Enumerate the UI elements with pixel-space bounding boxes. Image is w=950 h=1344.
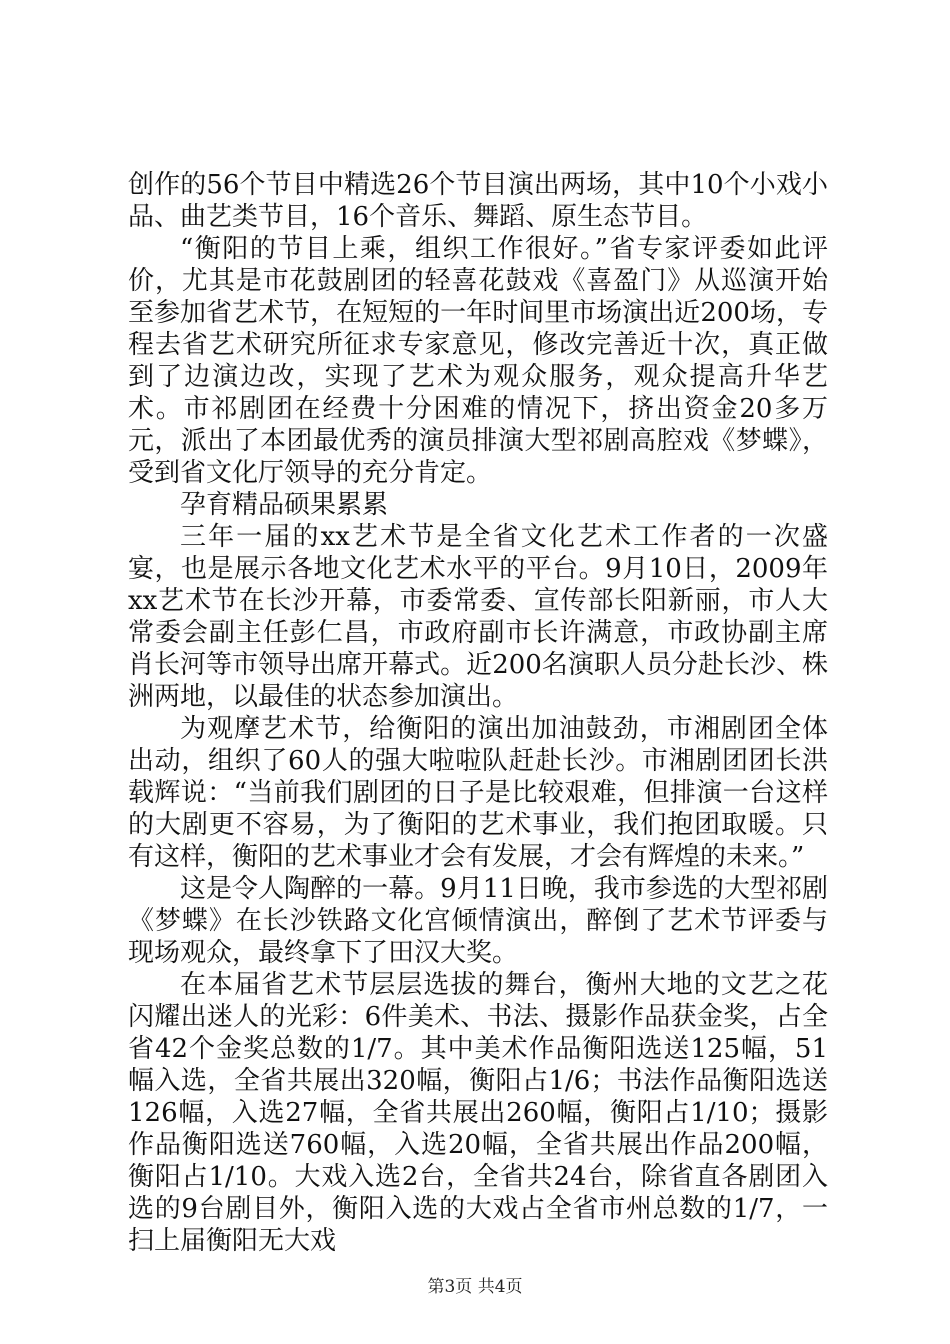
paragraph-6: 在本届省艺术节层层选拔的舞台，衡州大地的文艺之花闪耀出迷人的光彩：6件美术、书法、摄影作品获金奖，占全省42个金奖总数的1/7。其中美术作品衡阳选送125幅，51幅入选，全省共展出320幅，衡阳占1/6；书法作品衡阳选送126幅，入选27幅，全省共展出260幅，衡阳占1/10；摄影作品衡阳选送760幅，入选20幅，全省共展出作品200幅，衡阳占1/10。大戏入选2台，全省共24台，除省直各剧团入选的9台剧目外，衡阳入选的大戏占全省市州总数的1/7，一扫上届衡阳无大戏 (128, 970, 828, 1256)
page-footer: 第3页 共4页 (427, 1277, 523, 1297)
paragraph-4: 为观摩艺术节，给衡阳的演出加油鼓劲，市湘剧团全体出动，组织了60人的强大啦啦队赶赴长沙。市湘剧团团长洪载辉说：“当前我们剧团的日子是比较艰难，但排演一台这样的大剧更不容易，为了衡阳的艺术事业，我们抱团取暖。只有这样，衡阳的艺术事业才会有发展，才会有辉煌的未来。” (128, 714, 828, 872)
paragraph-3: 三年一届的xx艺术节是全省文化艺术工作者的一次盛宴，也是展示各地文化艺术水平的平台。9月10日，2009年xx艺术节在长沙开幕，市委常委、宣传部长阳新丽，市人大常委会副主任彭仁昌，市政府副市长许满意，市政协副主席肖长河等市领导出席开幕式。近200名演职人员分赴长沙、株洲两地，以最佳的状态参加演出。 (128, 522, 828, 712)
paragraph-2: “衡阳的节目上乘，组织工作很好。”省专家评委如此评价，尤其是市花鼓剧团的轻喜花鼓戏《喜盈门》从巡演开始至参加省艺术节，在短短的一年时间里市场演出近200场，专程去省艺术研究所征求专家意见，修改完善近十次，真正做到了边演边改，实现了艺术为观众服务，观众提高升华艺术。市祁剧团在经费十分困难的情况下，挤出资金20多万元，派出了本团最优秀的演员排演大型祁剧高腔戏《梦蝶》，受到省文化厅领导的充分肯定。 (128, 234, 828, 488)
document-body (128, 169, 828, 1257)
paragraph-5: 这是令人陶醉的一幕。9月11日晚，我市参选的大型祁剧《梦蝶》在长沙铁路文化宫倾情演出，醉倒了艺术节评委与现场观众，最终拿下了田汉大奖。 (128, 874, 828, 968)
paragraph-1: 创作的56个节目中精选26个节目演出两场，其中10个小戏小品、曲艺类节目，16个音乐、舞蹈、原生态节目。 (128, 170, 828, 232)
section-heading: 孕育精品硕果累累 (180, 490, 389, 520)
